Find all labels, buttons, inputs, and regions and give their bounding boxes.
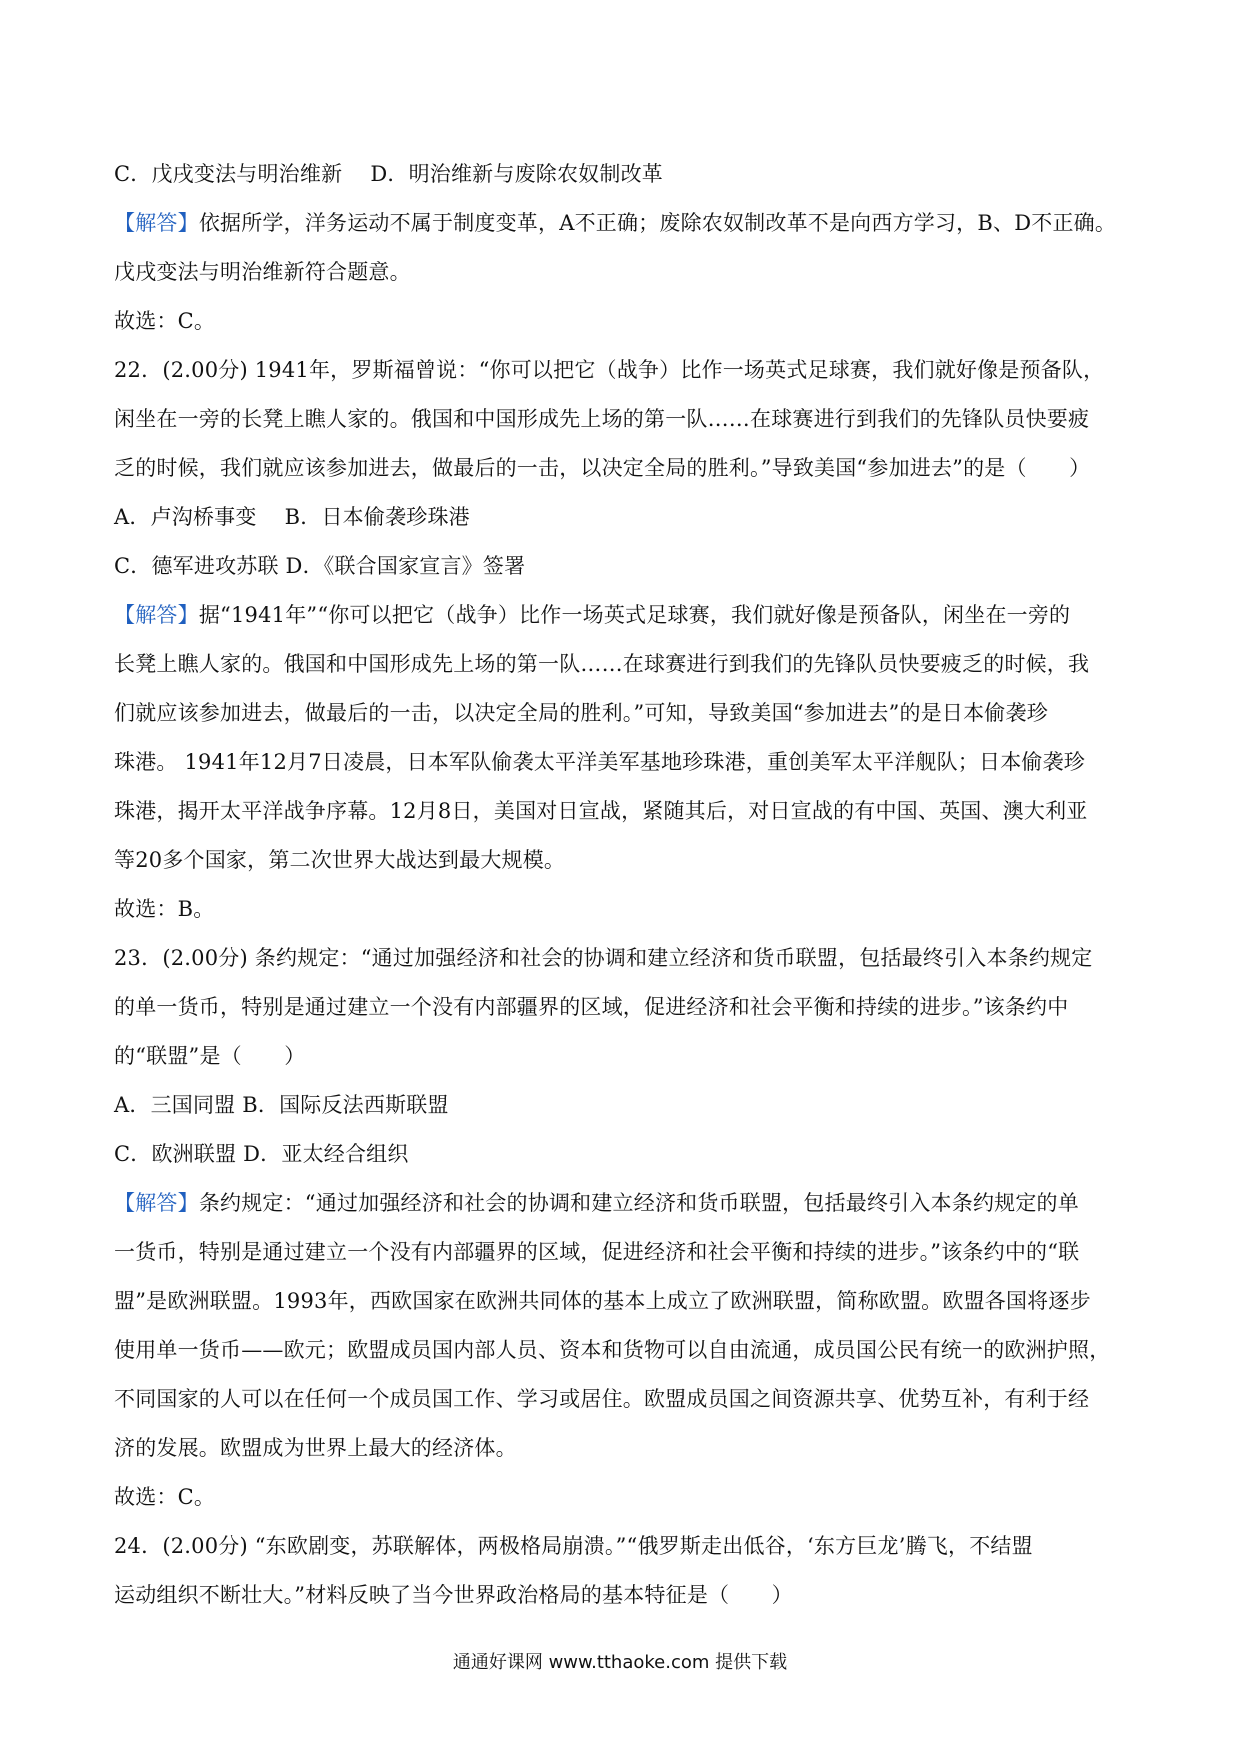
q24-stem-line1: 24．(2.00分) “东欧剧变，苏联解体，两极格局崩溃。”“俄罗斯走出低谷，‘东方巨龙’腾飞，不结盟 [114,1534,1033,1558]
q22-answer-line1: 【解答】据“1941年”“你可以把它（战争）比作一场英式足球赛，我们就好像是预备队，闲坐在一旁的 [114,603,1071,627]
q23-answer-line2: 一货币，特别是通过建立一个没有内部疆界的区域，促进经济和社会平衡和持续的进步。”该条约中的“联 [114,1240,1080,1264]
q23-stem-line3: 的“联盟”是（ ） [114,1044,306,1068]
q22-answer-line5: 珠港，揭开太平洋战争序幕。12月8日，美国对日宣战，紧随其后，对日宣战的有中国、英国、澳大利亚 [114,799,1088,823]
answer-tag: 【解答】 [114,1191,199,1215]
answer-tag: 【解答】 [114,603,199,627]
q22-answer-line2: 长凳上瞧人家的。俄国和中国形成先上场的第一队……在球赛进行到我们的先锋队员快要疲乏的时候，我 [114,652,1090,676]
q23-options-ab: A．三国同盟 B．国际反法西斯联盟 [114,1093,449,1117]
document-body [114,150,1134,1620]
q23-answer-line1: 【解答】条约规定：“通过加强经济和社会的协调和建立经济和货币联盟，包括最终引入本条约规定的单 [114,1191,1079,1215]
q22-stem-line1: 22．(2.00分) 1941年，罗斯福曾说：“你可以把它（战争）比作一场英式足球赛，我们就好像是预备队， [114,358,1105,382]
q23-answer-line6: 济的发展。欧盟成为世界上最大的经济体。 [114,1436,517,1460]
q22-options-cd: C．德军进攻苏联 D．《联合国家宣言》签署 [114,554,526,578]
q22-stem-line3: 乏的时候，我们就应该参加进去，做最后的一击，以决定全局的胜利。”导致美国“参加进去”的是（ ） [114,456,1091,480]
q21-choice: 故选：C。 [114,309,216,333]
q23-choice: 故选：C。 [114,1485,216,1509]
q23-stem-line2: 的单一货币，特别是通过建立一个没有内部疆界的区域，促进经济和社会平衡和持续的进步。”该条约中 [114,995,1069,1019]
q22-stem-line2: 闲坐在一旁的长凳上瞧人家的。俄国和中国形成先上场的第一队……在球赛进行到我们的先锋队员快要疲 [114,407,1090,431]
q22-answer-line3: 们就应该参加进去，做最后的一击，以决定全局的胜利。”可知，导致美国“参加进去”的是日本偷袭珍 [114,701,1048,725]
q23-options-cd: C．欧洲联盟 D．亚太经合组织 [114,1142,409,1166]
q23-answer-line4: 使用单一货币——欧元；欧盟成员国内部人员、资本和货物可以自由流通，成员国公民有统一的欧洲护照， [114,1338,1111,1362]
q21-answer-line2: 戊戌变法与明治维新符合题意。 [114,260,411,284]
q22-choice: 故选：B。 [114,897,215,921]
q21-options-cd: C．戊戌变法与明治维新 D．明治维新与废除农奴制改革 [114,162,663,186]
q23-stem-line1: 23．(2.00分) 条约规定：“通过加强经济和社会的协调和建立经济和货币联盟，包括最终引入本条约规定 [114,946,1093,970]
q23-answer-line5: 不同国家的人可以在任何一个成员国工作、学习或居住。欧盟成员国之间资源共享、优势互补，有利于经 [114,1387,1090,1411]
q23-answer-line3: 盟”是欧洲联盟。1993年，西欧国家在欧洲共同体的基本上成立了欧洲联盟，简称欧盟。欧盟各国将逐步 [114,1289,1091,1313]
q21-answer-line1: 【解答】依据所学，洋务运动不属于制度变革，A不正确；废除农奴制改革不是向西方学习，B、D不正确。 [114,211,1117,235]
q22-options-ab: A．卢沟桥事变 B．日本偷袭珍珠港 [114,505,470,529]
q24-stem-line2: 运动组织不断壮大。”材料反映了当今世界政治格局的基本特征是（ ） [114,1583,793,1607]
answer-tag: 【解答】 [114,211,199,235]
q22-answer-line6: 等20多个国家，第二次世界大战达到最大规模。 [114,848,566,872]
q22-answer-line4: 珠港。 1941年12月7日凌晨，日本军队偷袭太平洋美军基地珍珠港，重创美军太平洋舰队；日本偷袭珍 [114,750,1085,774]
page-footer: 通通好课网 www.tthaoke.com 提供下载 [452,1652,788,1673]
